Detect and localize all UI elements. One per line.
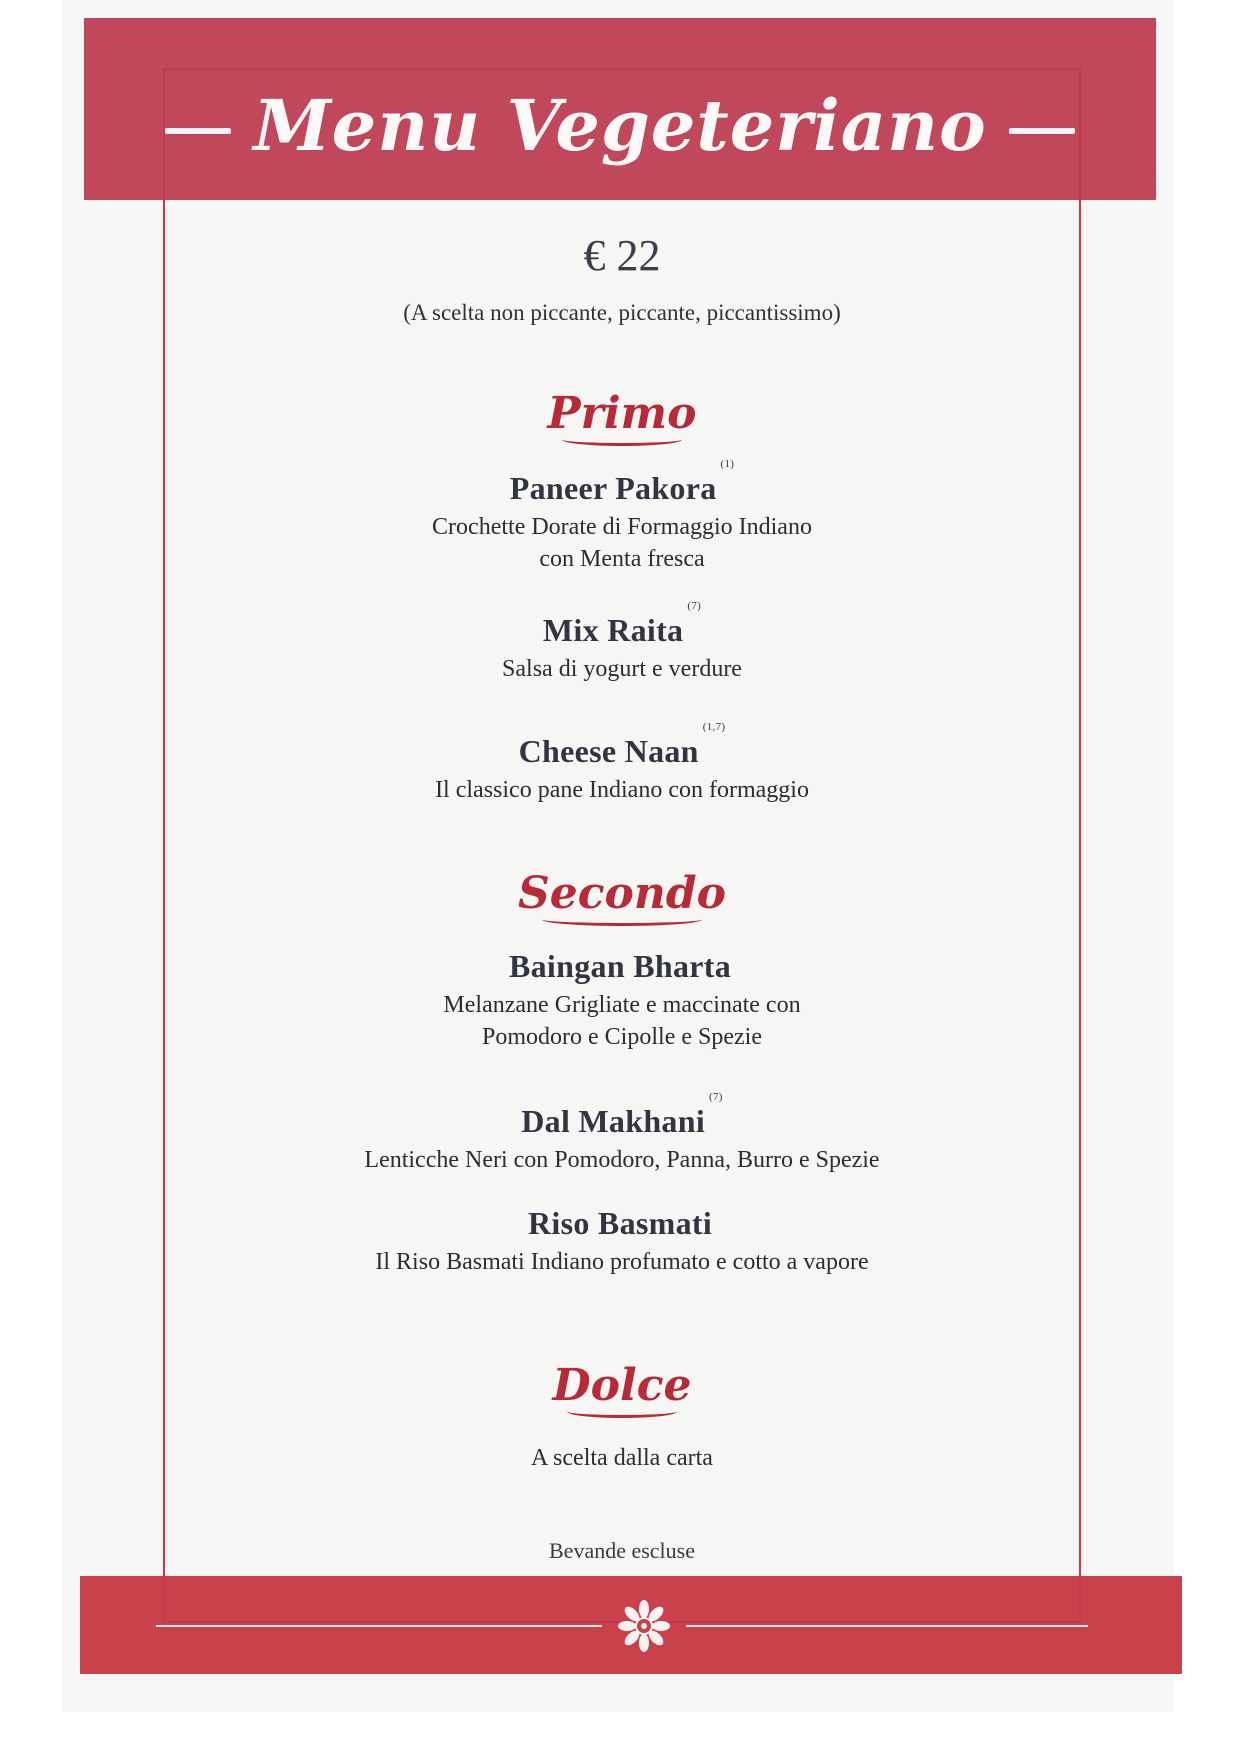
title-row <box>84 80 1156 170</box>
flower-icon <box>616 1598 672 1654</box>
item-desc: Melanzane Grigliate e maccinate con Pomodoro e Cipolle e Spezie <box>443 992 801 1050</box>
item-name: Dal Makhani$^{(7)}$ <box>521 1091 723 1139</box>
item-name: Paneer Pakora$^{(1)}$ <box>509 458 735 506</box>
menu-item-paneer-pakora <box>163 458 1081 575</box>
menu-item-riso-basmati <box>163 1205 1081 1278</box>
footer-line-left <box>156 1625 602 1627</box>
section-heading-primo: Primo <box>163 388 1081 446</box>
spice-note: (A scelta non piccante, piccante, piccantissimo) <box>403 300 841 325</box>
item-name: Mix Raita$^{(7)}$ <box>542 600 702 648</box>
menu-item-mix-raita <box>163 600 1081 685</box>
title-dash-right <box>1009 128 1075 134</box>
item-desc: Il Riso Basmati Indiano profumato e cotto a vapore <box>375 1249 869 1275</box>
item-desc: A scelta dalla carta <box>531 1445 713 1471</box>
menu-item-baingan-bharta <box>163 948 1081 1053</box>
item-name: Riso Basmati <box>527 1205 713 1241</box>
item-name: Baingan Bharta <box>508 948 732 984</box>
menu-price: € 22 <box>583 231 661 280</box>
item-desc: Il classico pane Indiano con formaggio <box>435 777 809 803</box>
drinks-note: Bevande escluse <box>549 1538 695 1563</box>
item-name: Cheese Naan$^{(1,7)}$ <box>518 721 726 769</box>
section-heading-secondo: Secondo <box>163 868 1081 926</box>
menu-item-dolce <box>163 1438 1081 1474</box>
menu-title: Menu Vegeteriano <box>253 83 987 167</box>
item-desc: Lenticche Neri con Pomodoro, Panna, Burro e Spezie <box>364 1147 880 1173</box>
menu-item-cheese-naan <box>163 721 1081 806</box>
item-desc: Salsa di yogurt e verdure <box>502 656 742 682</box>
title-dash-left <box>165 128 231 134</box>
section-heading-dolce: Dolce <box>163 1360 1081 1418</box>
menu-item-dal-makhani <box>163 1091 1081 1176</box>
footer-line-right <box>686 1625 1088 1627</box>
item-desc: Crochette Dorate di Formaggio Indiano con Menta fresca <box>432 514 812 572</box>
